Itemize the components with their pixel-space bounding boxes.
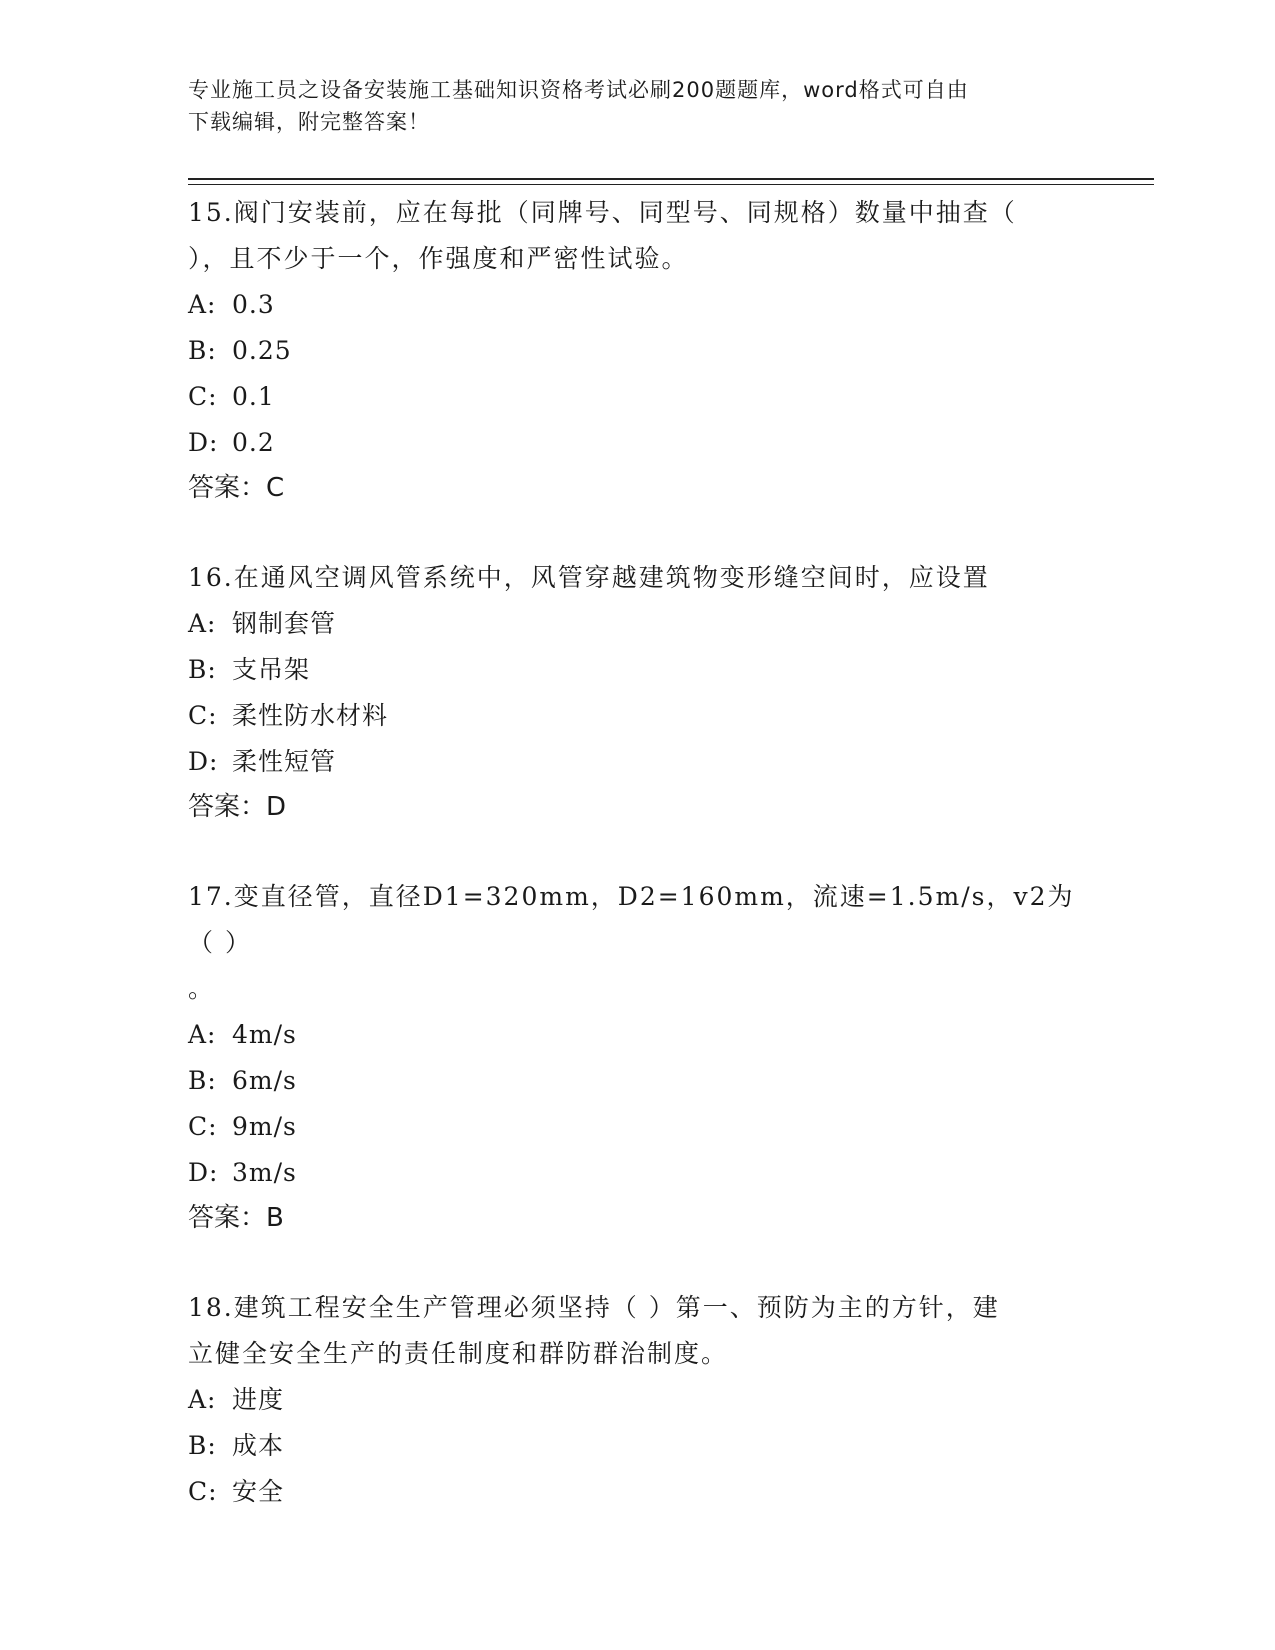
option-d xyxy=(188,739,1088,785)
question-stem-line: 。 xyxy=(188,974,216,1003)
option-key: A: xyxy=(188,290,217,319)
question-list xyxy=(188,190,1088,1560)
option-text: 4m/s xyxy=(232,1020,297,1049)
option-text: 3m/s xyxy=(232,1158,297,1187)
header-line-1: 专业施工员之设备安装施工基础知识资格考试必刷200题题库，word格式可自由 xyxy=(188,78,969,102)
question-stem-line: 15.阀门安装前，应在每批（同牌号、同型号、同规格）数量中抽查（ xyxy=(188,198,1017,227)
option-text: 0.3 xyxy=(232,290,275,319)
question-stem-line: 18.建筑工程安全生产管理必须坚持（ ）第一、预防为主的方针，建 xyxy=(188,1293,1000,1322)
option-text: 0.2 xyxy=(232,428,275,457)
option-b xyxy=(188,328,1088,374)
option-a xyxy=(188,282,1088,328)
option-text: 支吊架 xyxy=(232,655,311,684)
option-key: B: xyxy=(188,1431,217,1460)
option-c xyxy=(188,374,1088,420)
option-text: 成本 xyxy=(232,1431,285,1460)
option-c xyxy=(188,1469,1088,1515)
option-c xyxy=(188,1104,1088,1150)
answer-line: 答案：D xyxy=(188,792,287,822)
option-c xyxy=(188,693,1088,739)
option-text: 柔性防水材料 xyxy=(232,701,389,730)
option-b xyxy=(188,1058,1088,1104)
option-text: 进度 xyxy=(232,1385,285,1414)
question-18 xyxy=(188,1285,1088,1515)
option-key: A: xyxy=(188,1020,217,1049)
option-text: 柔性短管 xyxy=(232,747,337,776)
option-key: D: xyxy=(188,1158,219,1187)
option-key: B: xyxy=(188,655,217,684)
option-text: 0.25 xyxy=(232,336,292,365)
option-key: C: xyxy=(188,382,218,411)
option-key: D: xyxy=(188,428,219,457)
option-a xyxy=(188,1377,1088,1423)
answer-line: 答案：C xyxy=(188,473,285,503)
question-stem-line: 17.变直径管，直径D1=320mm，D2=160mm，流速=1.5m/s，v2为（ ） xyxy=(188,882,1075,957)
question-stem-line: 16.在通风空调风管系统中，风管穿越建筑物变形缝空间时，应设置 xyxy=(188,563,990,592)
option-key: C: xyxy=(188,701,218,730)
option-key: D: xyxy=(188,747,219,776)
question-15 xyxy=(188,190,1088,510)
option-key: B: xyxy=(188,336,217,365)
option-key: A: xyxy=(188,609,217,638)
option-a xyxy=(188,601,1088,647)
header-line-2: 下载编辑，附完整答案！ xyxy=(188,110,430,134)
answer-line: 答案：B xyxy=(188,1203,284,1233)
option-key: C: xyxy=(188,1112,218,1141)
option-b xyxy=(188,1423,1088,1469)
option-d xyxy=(188,1150,1088,1196)
question-16 xyxy=(188,555,1088,829)
option-text: 6m/s xyxy=(232,1066,297,1095)
option-text: 0.1 xyxy=(232,382,275,411)
option-text: 钢制套管 xyxy=(232,609,337,638)
header-divider-thick xyxy=(188,178,1154,180)
option-text: 9m/s xyxy=(232,1112,297,1141)
option-key: C: xyxy=(188,1477,218,1506)
option-b xyxy=(188,647,1088,693)
question-stem-line: ），且不少于一个，作强度和严密性试验。 xyxy=(188,244,689,273)
option-d xyxy=(188,420,1088,466)
question-stem-line: 立健全安全生产的责任制度和群防群治制度。 xyxy=(188,1339,729,1368)
question-17 xyxy=(188,874,1088,1240)
document-header xyxy=(188,74,1088,138)
header-divider-thin xyxy=(188,184,1154,185)
option-key: B: xyxy=(188,1066,217,1095)
option-text: 安全 xyxy=(232,1477,285,1506)
option-a xyxy=(188,1012,1088,1058)
option-key: A: xyxy=(188,1385,217,1414)
